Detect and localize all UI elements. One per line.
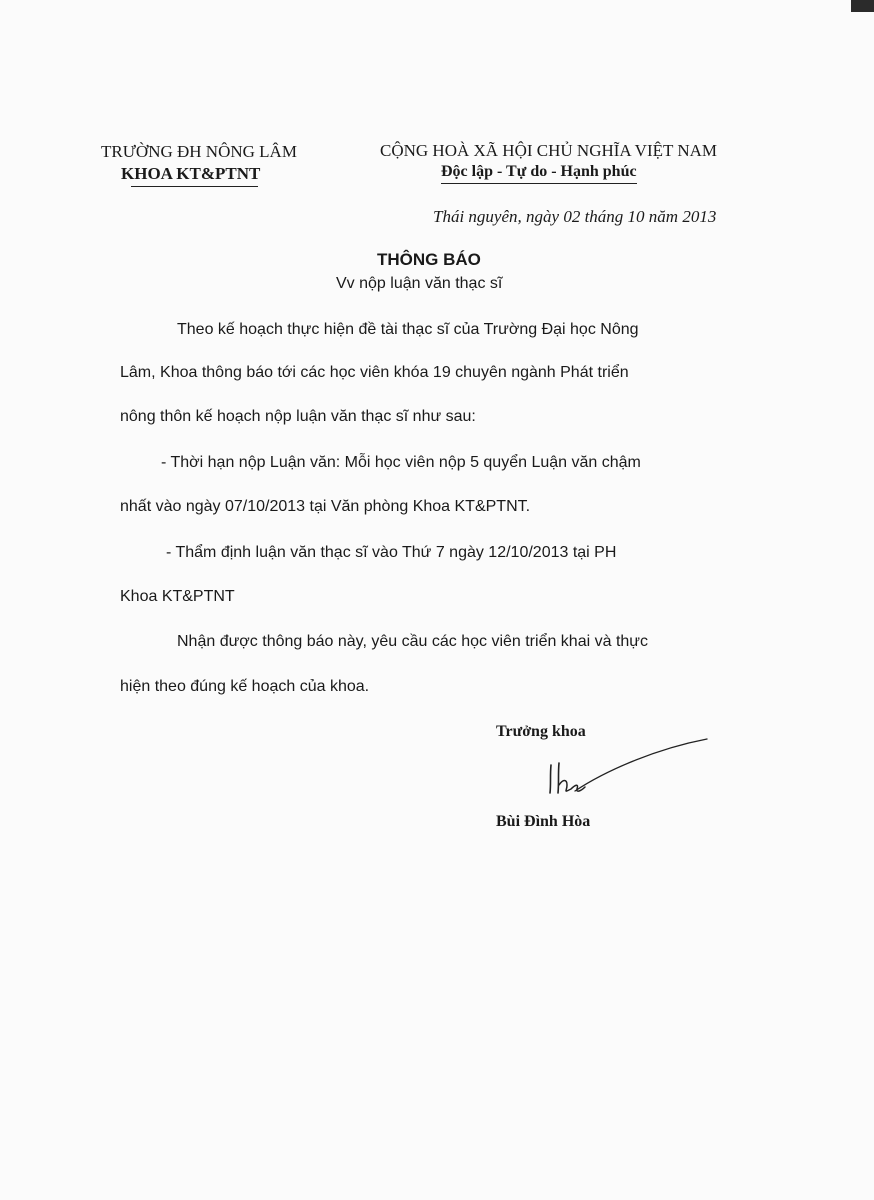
body-line: hiện theo đúng kế hoạch của khoa. <box>120 678 370 695</box>
motto <box>441 163 637 181</box>
nation-name: CỘNG HOÀ XÃ HỘI CHỦ NGHĨA VIỆT NAM <box>380 141 718 160</box>
signer-name: Bùi Đình Hòa <box>496 813 591 830</box>
body-line: Nhận được thông báo này, yêu cầu các học viên triển khai và thực <box>177 633 648 650</box>
document-title: THÔNG BÁO <box>377 250 481 269</box>
body-line: - Thẩm định luận văn thạc sĩ vào Thứ 7 ngày 12/10/2013 tại PH <box>166 544 617 561</box>
school-name: TRƯỜNG ĐH NÔNG LÂM <box>101 142 297 161</box>
faculty-underline <box>131 186 258 187</box>
signer-role: Trưởng khoa <box>496 723 586 740</box>
motto-text: Độc lập - Tự do - Hạnh phúc <box>441 163 637 180</box>
body-line: - Thời hạn nộp Luận văn: Mỗi học viên nộp 5 quyển Luận văn chậm <box>161 454 641 471</box>
document-subtitle: Vv nộp luận văn thạc sĩ <box>336 275 503 292</box>
body-line: Khoa KT&PTNT <box>120 588 235 605</box>
scan-corner-mark <box>851 0 874 12</box>
handwritten-signature <box>545 735 715 805</box>
faculty-name-text: KHOA KT&PTNT <box>121 164 261 183</box>
body-line: Lâm, Khoa thông báo tới các học viên khóa 19 chuyên ngành Phát triển <box>120 364 629 381</box>
body-line: Theo kế hoạch thực hiện đề tài thạc sĩ của Trường Đại học Nông <box>177 321 639 338</box>
faculty-name <box>121 164 260 184</box>
body-line: nhất vào ngày 07/10/2013 tại Văn phòng Khoa KT&PTNT. <box>120 498 531 515</box>
body-line: nông thôn kế hoạch nộp luận văn thạc sĩ như sau: <box>120 408 476 425</box>
motto-underline <box>441 183 637 184</box>
date-line: Thái nguyên, ngày 02 tháng 10 năm 2013 <box>433 207 717 226</box>
